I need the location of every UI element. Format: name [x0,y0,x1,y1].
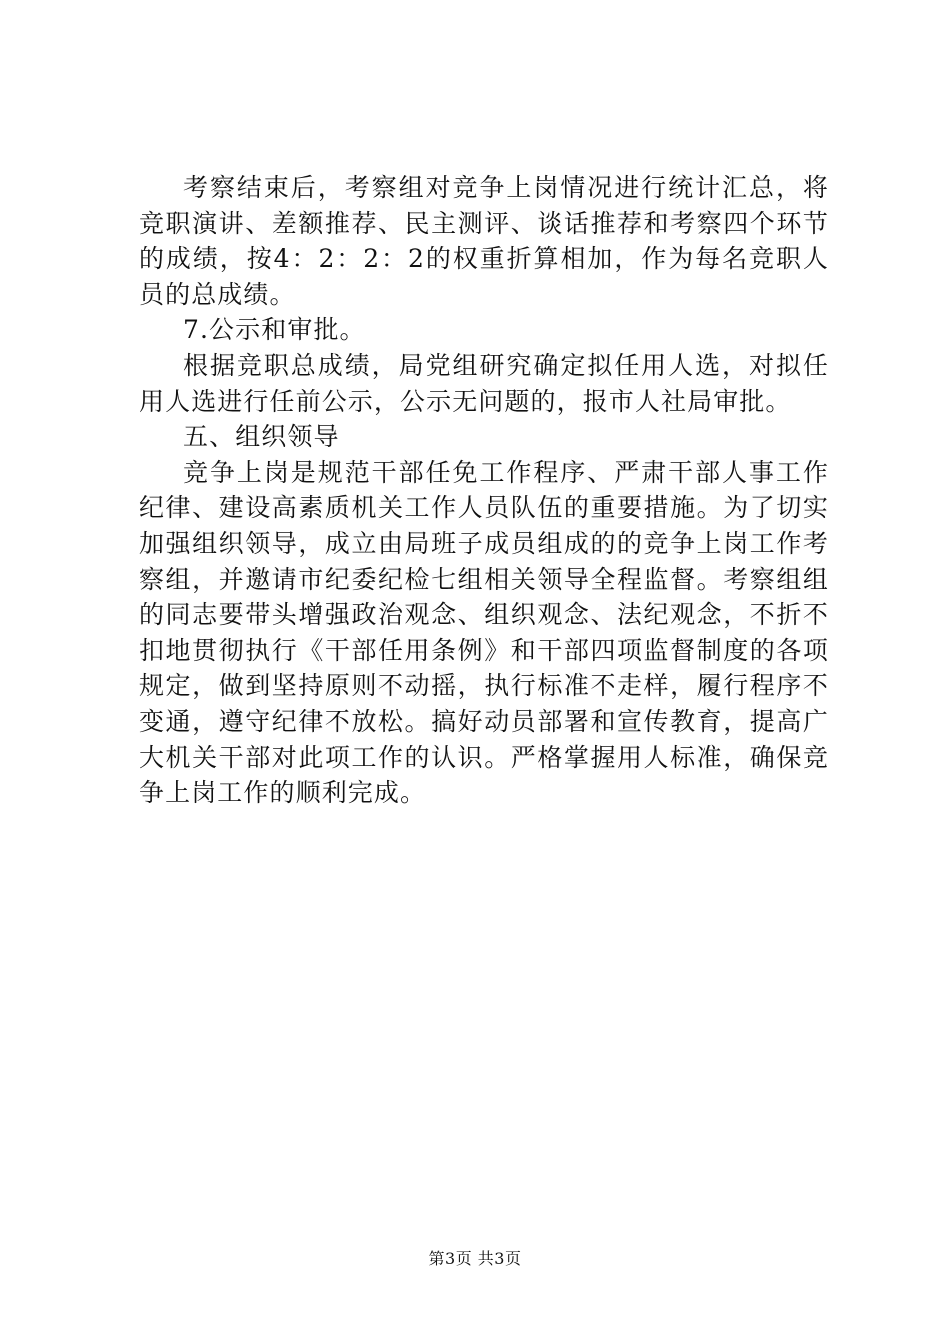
document-body [139,170,829,811]
page-footer: 第3页 共3页 [428,1249,522,1268]
heading-publicity-approval: 7.公示和审批。 [183,315,366,345]
paragraph-organization-leadership: 竞争上岗是规范干部任免工作程序、严肃干部人事工作纪律、建设高素质机关工作人员队伍的重要措施。为了切实加强组织领导，成立由局班子成员组成的的竞争上岗工作考察组，并邀请市纪委纪检七组相关领导全程监督。考察组组的同志要带头增强政治观念、组织观念、法纪观念，不折不扣地贯彻执行《干部任用条例》和干部四项监督制度的各项规定，做到坚持原则不动摇，执行标准不走样，履行程序不变通，遵守纪律不放松。搞好动员部署和宣传教育，提高广大机关干部对此项工作的认识。严格掌握用人标准，确保竞争上岗工作的顺利完成。 [139,457,829,808]
paragraph-publicity-approval: 根据竞职总成绩，局党组研究确定拟任用人选，对拟任用人选进行任前公示，公示无问题的，报市人社局审批。 [139,350,829,416]
paragraph-evaluation-summary: 考察结束后，考察组对竞争上岗情况进行统计汇总，将竞职演讲、差额推荐、民主测评、谈话推荐和考察四个环节的成绩，按4：2：2：2的权重折算相加，作为每名竞职人员的总成绩。 [139,173,829,309]
heading-organization-leadership: 五、组织领导 [183,422,340,452]
